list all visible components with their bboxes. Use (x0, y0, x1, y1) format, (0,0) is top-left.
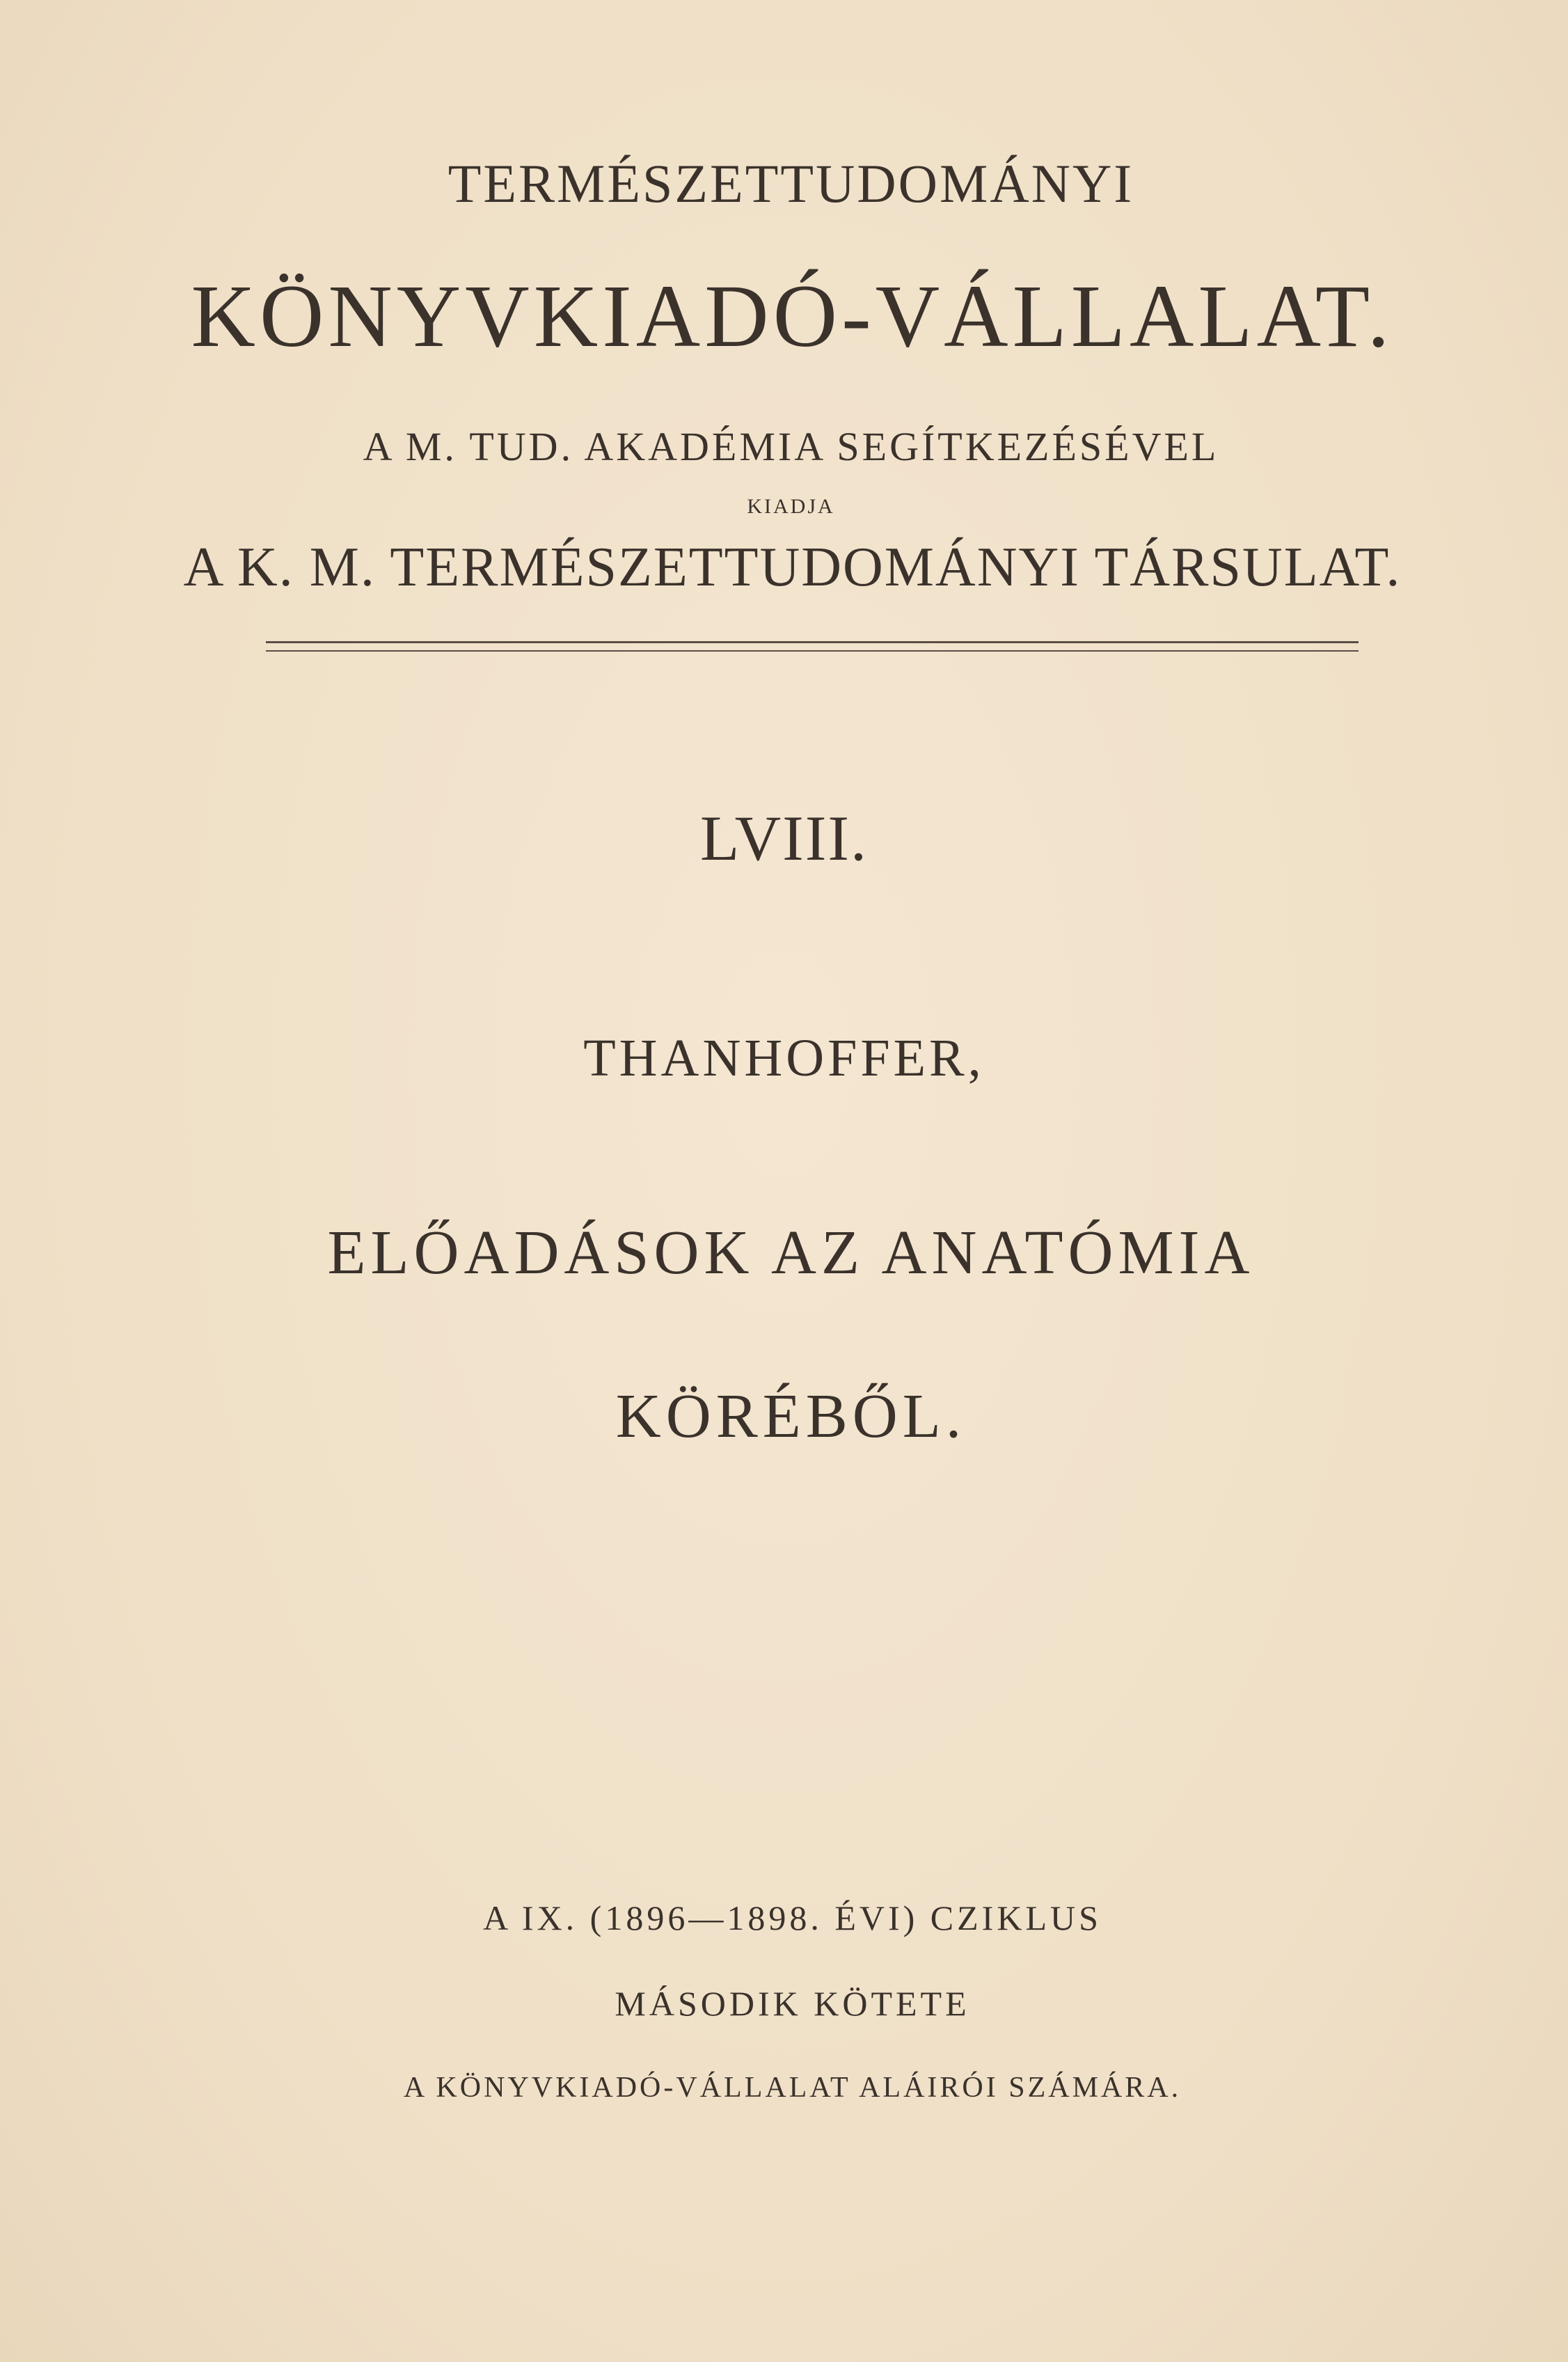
book-title-line-1: ELŐADÁSOK AZ ANATÓMIA (327, 1218, 1255, 1287)
book-title-line-2: KÖRÉBŐL. (615, 1382, 967, 1451)
divider-rule-bottom (266, 650, 1359, 652)
author-name: THANHOFFER, (583, 1029, 985, 1087)
volume-ordinal: MÁSODIK KÖTETE (615, 1984, 970, 2023)
divider-rule-top (266, 641, 1359, 643)
volume-number: LVIII. (699, 803, 869, 874)
academy-line: A M. TUD. AKADÉMIA SEGÍTKEZÉSÉVEL (363, 424, 1219, 469)
cycle-line: A IX. (1896—1898. ÉVI) CZIKLUS (483, 1898, 1102, 1937)
series-title: TERMÉSZETTUDOMÁNYI (448, 153, 1134, 214)
society-line: A K. M. TERMÉSZETTUDOMÁNYI TÁRSULAT. (183, 537, 1402, 598)
kiadja-label: KIADJA (747, 495, 835, 518)
subscribers-line: A KÖNYVKIADÓ-VÁLLALAT ALÁIRÓI SZÁMÁRA. (403, 2072, 1182, 2104)
publisher-name: KÖNYVKIADÓ-VÁLLALAT. (191, 267, 1394, 365)
